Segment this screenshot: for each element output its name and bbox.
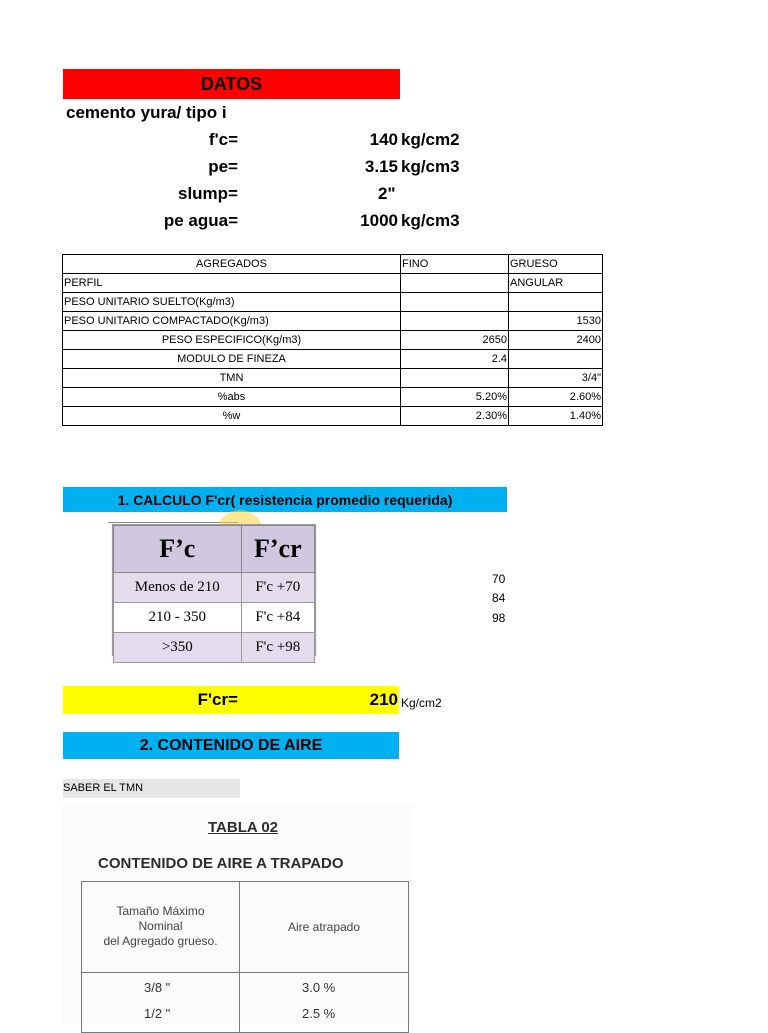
table-row [63,293,603,312]
fcr-table-image [112,524,316,656]
datos-title: DATOS [200,73,263,94]
table-row [63,312,603,331]
row-grueso: ANGULAR [509,274,603,293]
table-row [63,407,603,426]
pe-agua-unit: kg/cm3 [401,211,460,230]
table-row [63,350,603,369]
table-row [63,369,603,388]
section1-banner [63,487,507,512]
pe-agua-value: 1000 [360,211,398,230]
fc-label: f'c= [208,130,238,149]
side-value: 70 [492,572,506,586]
fc-unit: kg/cm2 [401,130,460,149]
side-value: 98 [492,611,506,625]
table-row [114,573,315,603]
row-grueso: 2400 [509,331,603,350]
aire-table-grid [81,881,409,1033]
header-line: Tamaño Máximo [116,904,205,918]
section1-title: 1. CALCULO F'cr( resistencia promedio requerida) [117,491,453,508]
note-saber-tmn [63,779,240,798]
table-row [114,633,315,663]
row-fino [401,369,509,388]
row-fino [401,293,509,312]
note-text: SABER EL TMN [63,782,144,794]
row-name: TMN [63,369,401,388]
header-grueso: GRUESO [509,255,603,274]
slump-value: 2" [378,184,396,203]
datos-banner [63,69,400,99]
fcr-row-fc: >350 [114,633,242,663]
row-fino: 2.30% [401,407,509,426]
pe-agua-label: pe agua= [163,211,238,230]
aire-header-atrapado: Aire atrapado [287,920,361,934]
row-grueso: 1.40% [509,407,603,426]
fcr-row-fcr: F'c +70 [241,573,314,603]
aire-table-title: TABLA 02 [208,819,279,836]
row-name: %w [63,407,401,426]
row-fino: 2.4 [401,350,509,369]
side-value: 84 [492,591,506,605]
fcr-header-fc: F’c [114,526,242,573]
fcr-row-fcr: F'c +98 [241,633,314,663]
row-name: PERFIL [63,274,401,293]
aire-header-tmn [82,904,239,949]
row-grueso [509,350,603,369]
grid-divider [239,882,240,1032]
fcr-table [113,525,315,663]
row-grueso: 1530 [509,312,603,331]
row-grueso: 2.60% [509,388,603,407]
table-row [63,274,603,293]
table-header-row [63,255,603,274]
header-agregados: AGREGADOS [63,255,401,274]
pe-value: 3.15 [364,157,398,176]
fcr-row-fcr: F'c +84 [241,603,314,633]
row-name: %abs [63,388,401,407]
table-row [63,331,603,350]
aire-row-tmn: 1/2 " [144,1006,171,1021]
row-fino [401,274,509,293]
aire-table-subtitle: CONTENIDO DE AIRE A TRAPADO [98,855,344,872]
table-row [63,388,603,407]
fcr-result-label: F'cr= [197,690,238,709]
row-fino [401,312,509,331]
section2-banner [63,732,399,759]
row-fino: 2650 [401,331,509,350]
fcr-row-fc: 210 - 350 [114,603,242,633]
fcr-result-value: 210 [369,690,398,709]
header-line: del Agregado grueso. [103,934,218,948]
row-name: MODULO DE FINEZA [63,350,401,369]
header-fino: FINO [401,255,509,274]
pe-unit: kg/cm3 [401,157,460,176]
pe-label: pe= [208,157,238,176]
header-line: Nominal [138,919,183,933]
aire-table-image [62,805,412,1024]
fcr-result-unit: Kg/cm2 [401,696,442,710]
fcr-header-fcr: F’cr [241,526,314,573]
row-name: PESO UNITARIO SUELTO(Kg/m3) [63,293,401,312]
section2-title: 2. CONTENIDO DE AIRE [139,736,323,754]
grid-divider [82,972,408,973]
fcr-row-fc: Menos de 210 [114,573,242,603]
aire-row-tmn: 3/8 " [144,980,171,995]
agregados-table [62,254,603,426]
slump-label: slump= [178,184,238,203]
row-grueso [509,293,603,312]
cemento-label: cemento yura/ tipo i [66,103,227,122]
table-row [114,603,315,633]
row-name: PESO ESPECIFICO(Kg/m3) [63,331,401,350]
row-fino: 5.20% [401,388,509,407]
row-grueso: 3/4" [509,369,603,388]
row-name: PESO UNITARIO COMPACTADO(Kg/m3) [63,312,401,331]
aire-row-aire: 2.5 % [302,1006,336,1021]
fc-value: 140 [369,130,398,149]
aire-row-aire: 3.0 % [302,980,336,995]
